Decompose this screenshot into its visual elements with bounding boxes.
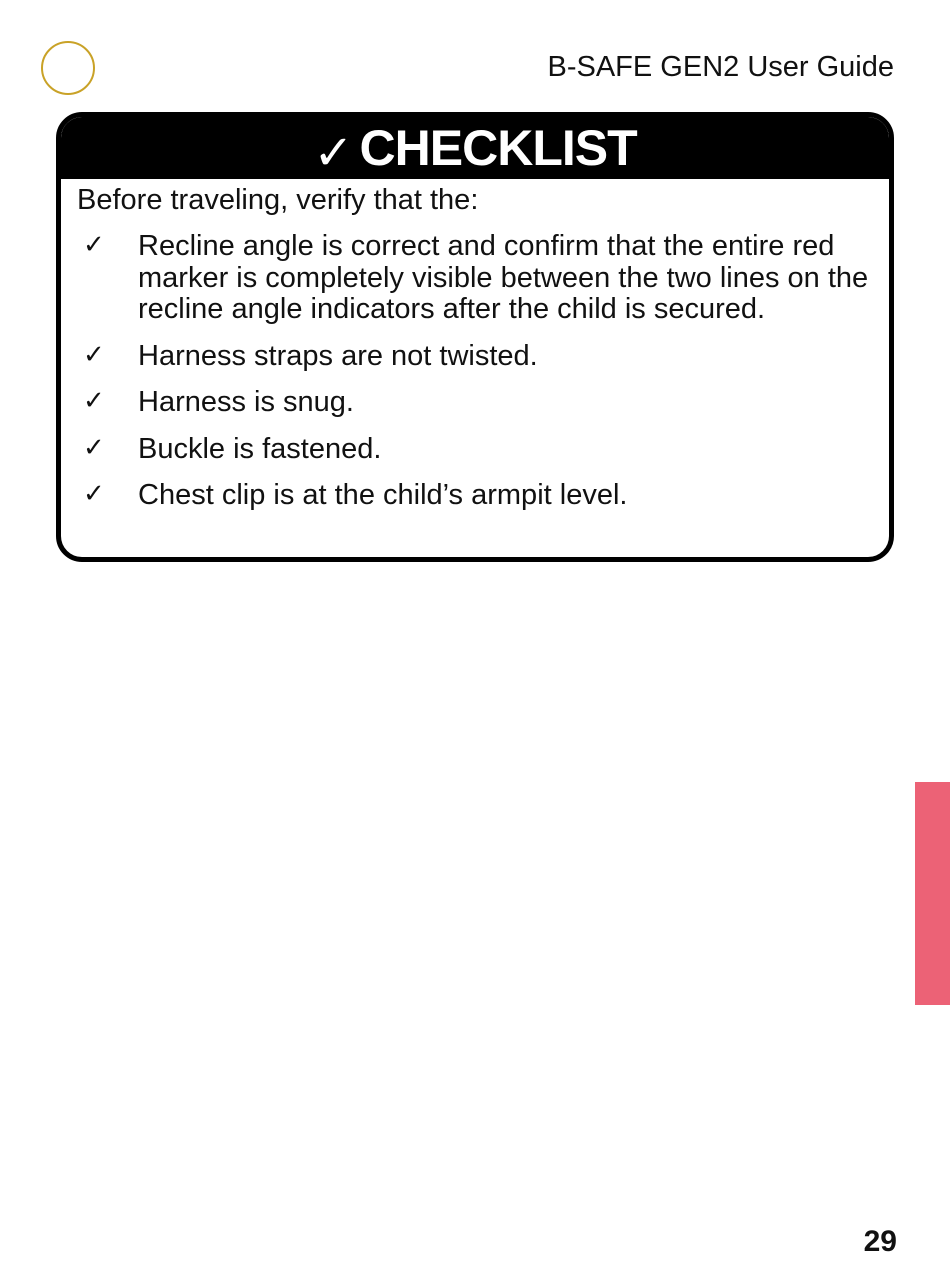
check-mark-icon: ✓ (83, 230, 105, 260)
checklist-item (61, 231, 889, 326)
checklist-items (61, 231, 889, 527)
checklist-item-text: Harness is snug. (138, 386, 354, 418)
checklist-item-text: Recline angle is correct and confirm that the entire red marker is completely visible between the two lines on the recline angle indicators after the child is secured. (138, 230, 869, 325)
checklist-title: CHECKLIST (359, 120, 637, 176)
check-mark-icon: ✓ (313, 125, 354, 181)
check-mark-icon: ✓ (83, 386, 105, 416)
checklist-item (61, 434, 889, 466)
checklist-box (56, 112, 894, 562)
binder-hole-circle (41, 41, 95, 95)
checklist-item (61, 387, 889, 419)
checklist-item (61, 480, 889, 512)
checklist-intro: Before traveling, verify that the: (77, 184, 479, 216)
section-tab (915, 782, 950, 1005)
guide-title: B-SAFE GEN2 User Guide (547, 51, 894, 83)
check-mark-icon: ✓ (83, 432, 105, 463)
checklist-item-text: Buckle is fastened. (138, 432, 382, 465)
checklist-item-text: Chest clip is at the child’s armpit level. (138, 479, 628, 511)
checklist-header (61, 117, 889, 179)
check-mark-icon: ✓ (83, 479, 105, 509)
check-mark-icon: ✓ (83, 339, 105, 370)
checklist-item (61, 341, 889, 373)
checklist-item-text: Harness straps are not twisted. (138, 339, 538, 372)
page-number: 29 (863, 1225, 897, 1258)
